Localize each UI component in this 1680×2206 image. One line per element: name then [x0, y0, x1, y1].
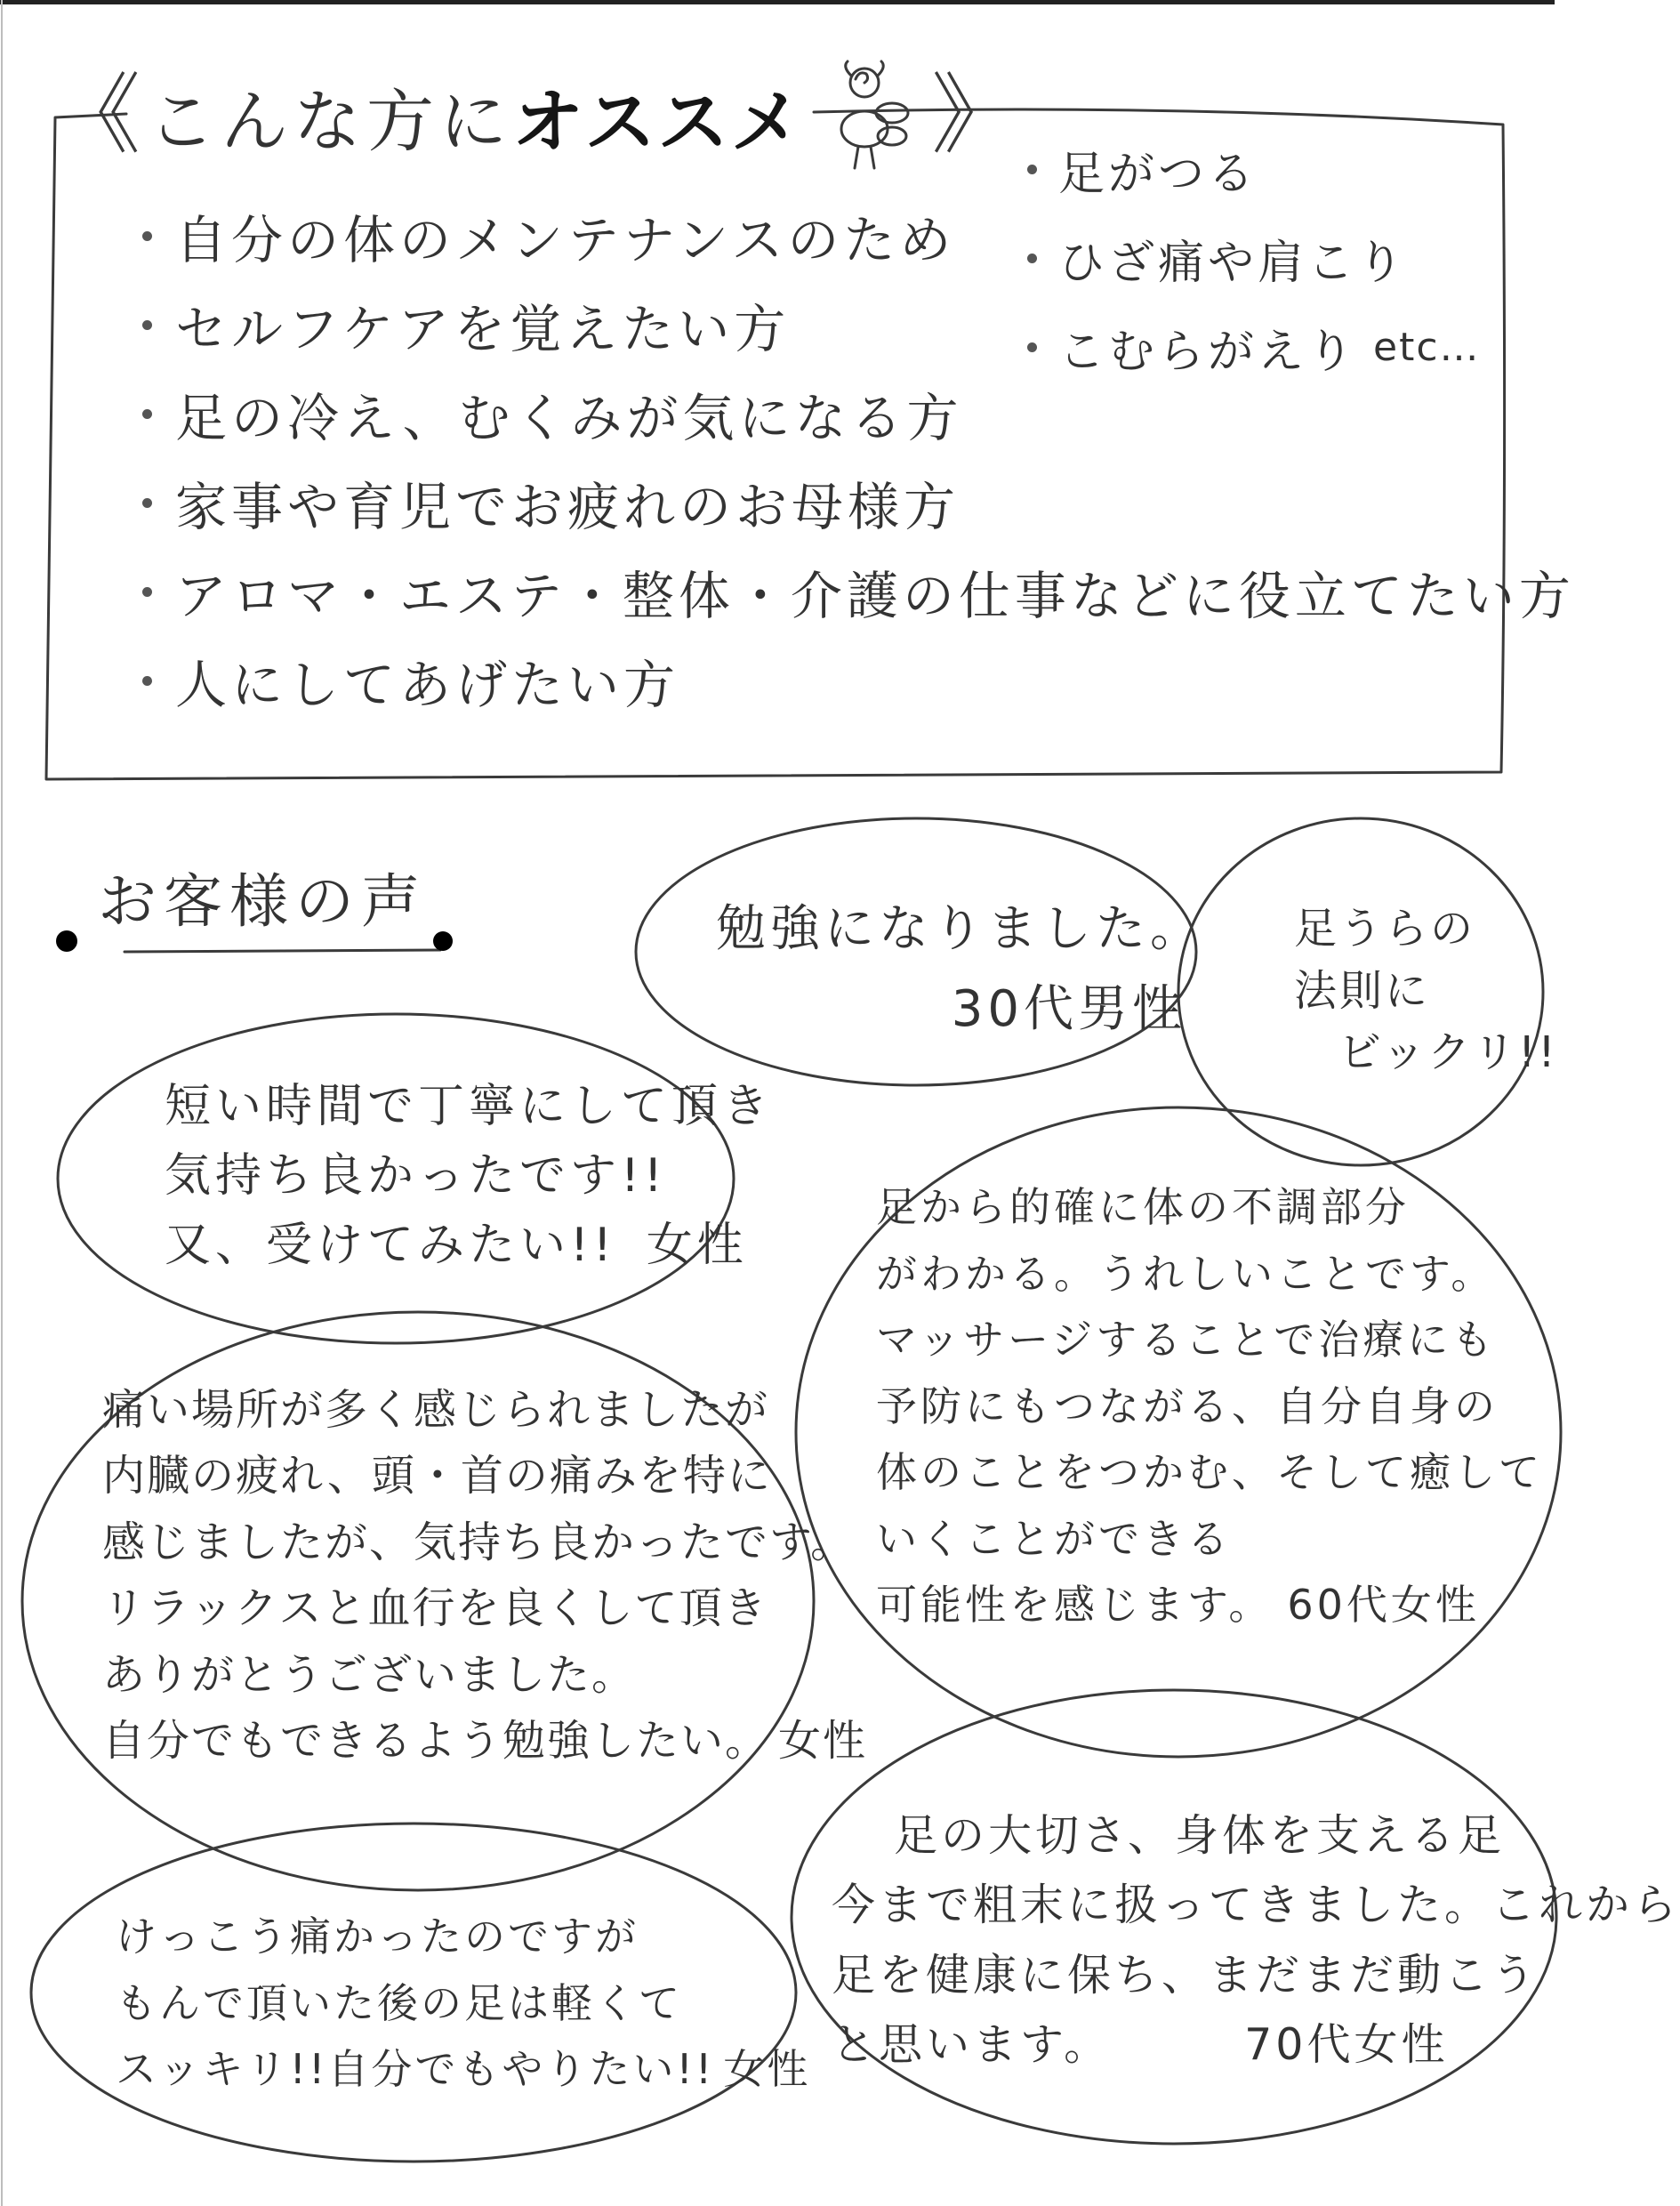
voice-author: 70代女性: [1244, 2019, 1449, 2071]
voice-line: 感じましたが、気持ち良かったです。: [102, 1517, 856, 1567]
recommend-item-text: アロマ・エステ・整体・介護の仕事などに役立てたい方: [175, 566, 1575, 626]
recommend-item: [142, 547, 1575, 636]
etc-note: etc…: [1373, 324, 1481, 370]
open-double-angle: 《: [53, 65, 141, 166]
voice-line: 勉強になりました。: [716, 900, 1204, 958]
recommend-item: [142, 458, 1575, 547]
voice-line: スッキリ!!自分でもやりたい!!: [116, 2045, 715, 2094]
voice-line: 又、受けてみたい!!: [165, 1219, 616, 1272]
bullet-icon: [1027, 165, 1037, 174]
recommend-header: [53, 62, 1018, 169]
voice-bubble-1: [716, 890, 1204, 1049]
voice-line-with-author: [165, 1211, 773, 1280]
voice-line: 今まで粗末に扱ってきました。これから: [832, 1880, 1680, 1931]
symptom-list: [1027, 125, 1481, 391]
bullet-icon: [142, 231, 152, 241]
voice-line: 自分でもできるよう勉強したい。: [102, 1715, 770, 1766]
bullet-icon: [1027, 342, 1037, 352]
voice-line: 可能性を感じます。: [876, 1581, 1274, 1630]
voice-line: 足の大切さ、身体を支える足: [894, 1810, 1506, 1861]
divider-ornament-left-inner: [62, 937, 71, 946]
voice-bubble-3: [165, 1072, 773, 1280]
voice-line: 足を健康に保ち、まだまだ動こう: [832, 1949, 1539, 2001]
close-double-angle: 》: [931, 65, 1019, 166]
bullet-icon: [142, 587, 152, 597]
bullet-icon: [142, 320, 152, 330]
voice-line: 内臓の疲れ、頭・首の痛みを特に: [102, 1451, 772, 1502]
voice-line: がわかる。うれしいことです。: [876, 1249, 1496, 1298]
voice-line-with-author: [876, 1572, 1543, 1638]
symptom-item-text: こむらがえり: [1058, 325, 1358, 379]
voice-bubble-2: [1294, 898, 1558, 1084]
voice-line: 予防にもつながる、自分自身の: [876, 1381, 1499, 1430]
title-divider: [125, 950, 440, 952]
voice-line-with-author: [116, 2036, 810, 2103]
voices-title: お客様の声: [98, 867, 427, 936]
recommend-item-text: 人にしてあげたい方: [175, 655, 680, 715]
voice-bubble-5: [102, 1377, 867, 1774]
voice-line: いくことができる: [876, 1514, 1232, 1563]
header-title-bold: オススメ: [512, 80, 804, 164]
symptom-item: [1027, 213, 1481, 302]
voice-author: 60代女性: [1287, 1581, 1480, 1630]
bullet-icon: [1027, 254, 1037, 263]
bullet-icon: [142, 409, 152, 419]
symptom-item-text: ひざ痛や肩こり: [1058, 236, 1408, 290]
voice-line: ビックリ!!: [1338, 1027, 1558, 1078]
recommend-item-text: 足の冷え、むくみが気になる方: [175, 388, 963, 448]
voice-line: 体のことをつかむ、そして癒して: [876, 1448, 1543, 1497]
bee-icon: [816, 58, 913, 173]
voice-bubble-7: [832, 1801, 1680, 2081]
voice-line: 足うらの: [1294, 904, 1476, 954]
voice-line: もんで頂いた後の足は軽くて: [116, 1978, 682, 2027]
voice-line: 気持ち良かったです!!: [165, 1149, 667, 1203]
voice-line: 短い時間で丁寧にして頂き: [165, 1080, 774, 1133]
voice-line: リラックスと血行を良くして頂き: [102, 1583, 768, 1634]
symptom-item: [1027, 302, 1481, 391]
bullet-icon: [142, 676, 152, 686]
voice-line: けっこう痛かったのですが: [116, 1912, 639, 1960]
bullet-icon: [142, 498, 152, 508]
recommend-item: [142, 636, 1575, 725]
voice-line: 法則に: [1294, 965, 1431, 1016]
recommend-item-text: セルフケアを覚えたい方: [175, 299, 791, 359]
symptom-item: [1027, 125, 1481, 213]
voice-bubble-6: [116, 1904, 810, 2103]
voice-line: ありがとうございました。: [102, 1649, 637, 1700]
voice-author: 女性: [723, 2045, 811, 2094]
symptom-item-text: 足がつる: [1058, 147, 1258, 201]
voice-line: 足から的確に体の不調部分: [876, 1183, 1410, 1231]
voice-line-with-author: [102, 1708, 867, 1774]
voice-line-with-author: [832, 2010, 1680, 2080]
voice-line: 痛い場所が多く感じられましたが: [102, 1385, 770, 1435]
voice-author-line: [716, 970, 1204, 1050]
header-title-light: こんな方に: [148, 81, 513, 161]
voice-author: 女性: [778, 1715, 868, 1766]
divider-ornament-right-inner: [438, 937, 447, 946]
voice-author: 30代男性: [951, 979, 1186, 1038]
voice-bubble-4: [876, 1174, 1543, 1638]
recommend-item-text: 自分の体のメンテナンスのため: [175, 210, 956, 270]
voice-line: マッサージすることで治療にも: [876, 1316, 1497, 1365]
recommend-item-text: 家事や育児でお疲れのお母様方: [175, 477, 961, 537]
voice-line: と思います。: [832, 2019, 1112, 2071]
voice-author: 女性: [646, 1219, 748, 1272]
